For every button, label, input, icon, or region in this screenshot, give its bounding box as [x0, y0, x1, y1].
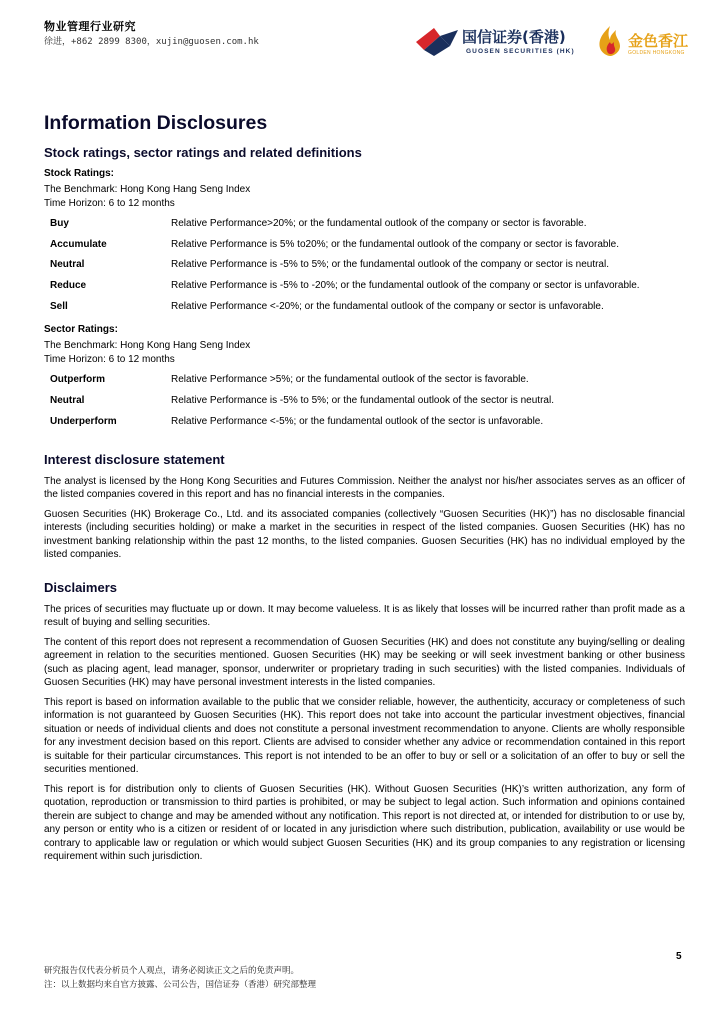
spacer [44, 440, 685, 452]
table-row [44, 213, 685, 234]
page-number: 5 [676, 951, 682, 962]
stock-benchmark: The Benchmark: Hong Kong Hang Seng Index [44, 184, 251, 195]
rating-definition: Relative Performance >5%; or the fundamental outlook of the sector is favorable. [171, 374, 529, 386]
sector-ratings-table [44, 369, 685, 431]
rating-definition: Relative Performance <-20%; or the fundamental outlook of the company or sector is unfavorable. [171, 300, 604, 312]
table-row [44, 411, 685, 432]
rating-key: Underperform [50, 415, 117, 427]
golden-hongkong-logo [592, 24, 688, 60]
page-header [44, 18, 688, 58]
table-row [44, 275, 685, 296]
rating-definition: Relative Performance is -5% to 5%; or the fundamental outlook of the sector is neutral. [171, 394, 554, 406]
disclaimer-paragraph: The content of this report does not represent a recommendation of Guosen Securities (HK) and does not constitute any buying/selling or dealing agreement in relation to the securities mentioned. Guosen Securities (HK) may be seeking or will seek investment banking or other business (such as placing agent, lead manager, sponsor, underwriter or proprietary trading in such securities) with the listed companies. Individuals of Guosen Securities (HK) may have personal investment interests in the listed companies. [44, 636, 685, 688]
flame-icon [592, 24, 628, 58]
rating-definition: Relative Performance is 5% to20%; or the fundamental outlook of the company or sector is favorable. [171, 238, 620, 250]
rating-definition: Relative Performance is -5% to -20%; or the fundamental outlook of the company or sector is unfavorable. [171, 279, 640, 291]
interest-heading: Interest disclosure statement [44, 451, 225, 467]
sector-benchmark: The Benchmark: Hong Kong Hang Seng Index [44, 340, 251, 352]
ratings-heading: Stock ratings, sector ratings and related definitions [44, 145, 362, 160]
rating-definition: Relative Performance <-5%; or the fundamental outlook of the sector is unfavorable. [171, 415, 544, 427]
disclaimer-paragraph: The prices of securities may fluctuate up or down. It may become valueless. It is as likely that losses will be incurred rather than profit made as a result of buying and selling securities. [44, 603, 685, 628]
stock-ratings-label: Stock Ratings: [44, 168, 115, 179]
rating-key: Neutral [50, 394, 85, 406]
footer-note-2: 注：以上数据均来自官方披露、公司公告，国信证券（香港）研究部整理 [44, 980, 317, 990]
sector-horizon: Time Horizon: 6 to 12 months [44, 353, 175, 365]
guosen-emblem-icon [414, 24, 460, 58]
interest-paragraph: Guosen Securities (HK) Brokerage Co., Ltd. and its associated companies (collectively “Guosen Securities (HK)”) has no disclosable financial interests (including securities holding) or make a market in the securities in respect of the listed companies. Guosen Securities (HK) has no investment banking relationship within the past 12 months, to the listed companies. Guosen Securities (HK) has no individual employed by the listed companies. [44, 508, 685, 560]
guosen-logo-en: GUOSEN SECURITIES (HK) [466, 48, 575, 55]
guosen-logo [414, 24, 584, 60]
spacer [44, 568, 685, 580]
disclaimers-heading: Disclaimers [44, 579, 117, 595]
rating-key: Outperform [50, 374, 105, 386]
table-row [44, 296, 685, 317]
rating-key: Accumulate [50, 238, 107, 250]
golden-logo-en: GOLDEN HONGKONG [628, 50, 685, 56]
table-row [44, 390, 685, 411]
golden-logo-cn: 金色香江 [628, 33, 689, 50]
rating-key: Buy [50, 217, 69, 229]
page-title: Information Disclosures [44, 112, 268, 134]
report-category: 物业管理行业研究 [44, 20, 136, 33]
table-row [44, 254, 685, 275]
stock-ratings-table [44, 213, 685, 316]
main-content [44, 112, 685, 870]
analyst-contact: 徐进，+862 2899 8300，xujin@guosen.com.hk [44, 37, 259, 47]
footer-note-1: 研究报告仅代表分析员个人观点，请务必阅读正文之后的免责声明。 [44, 966, 300, 976]
table-row [44, 369, 685, 390]
rating-key: Sell [50, 300, 68, 312]
disclaimer-paragraph: This report is for distribution only to clients of Guosen Securities (HK). Without Guosen Securities (HK)’s written authorization, any form of quotation, reproduction or transmission to third parties is prohibited, or may be subject to legal action. Such information and opinions contained therein are subject to change and may be amended without any notification. This report is not directed at, or intended for distribution to or use by, any person or entity who is a citizen or resident of or located in any jurisdiction where such distribution, publication, availability or use would be contrary to applicable law or regulation or which would subject Guosen Securities (HK) and its group companies to any registration or licensing requirement within such jurisdiction. [44, 783, 685, 862]
guosen-logo-cn: 国信证券(香港) [462, 28, 566, 46]
rating-key: Reduce [50, 279, 87, 291]
sector-ratings-label: Sector Ratings: [44, 324, 118, 336]
stock-horizon: Time Horizon: 6 to 12 months [44, 197, 175, 209]
rating-key: Neutral [50, 259, 85, 271]
rating-definition: Relative Performance is -5% to 5%; or the fundamental outlook of the company or sector is neutral. [171, 259, 609, 271]
rating-definition: Relative Performance>20%; or the fundamental outlook of the company or sector is favorable. [171, 217, 587, 229]
disclaimer-paragraph: This report is based on information available to the public that we consider reliable, however, the authenticity, accuracy or completeness of such information is not guaranteed by Guosen Securities (HK). This report does not take into account the particular investment objectives, financial situation or needs of individual clients and does not constitute a personal investment recommendation to anyone. Clients are wholly responsible for any investment decision based on this report. Clients are advised to consider whether any advice or recommendation contained in this report is suitable for their particular circumstances. This report is not intended to be an offer to buy or sell or a solicitation of an offer to buy or sell the securities mentioned. [44, 696, 685, 775]
interest-paragraph: The analyst is licensed by the Hong Kong Securities and Futures Commission. Neither the analyst nor his/her associates serves as an officer of the listed companies covered in this report and has no financial interests in the companies. [44, 475, 685, 500]
page-footer [44, 964, 316, 992]
table-row [44, 234, 685, 255]
